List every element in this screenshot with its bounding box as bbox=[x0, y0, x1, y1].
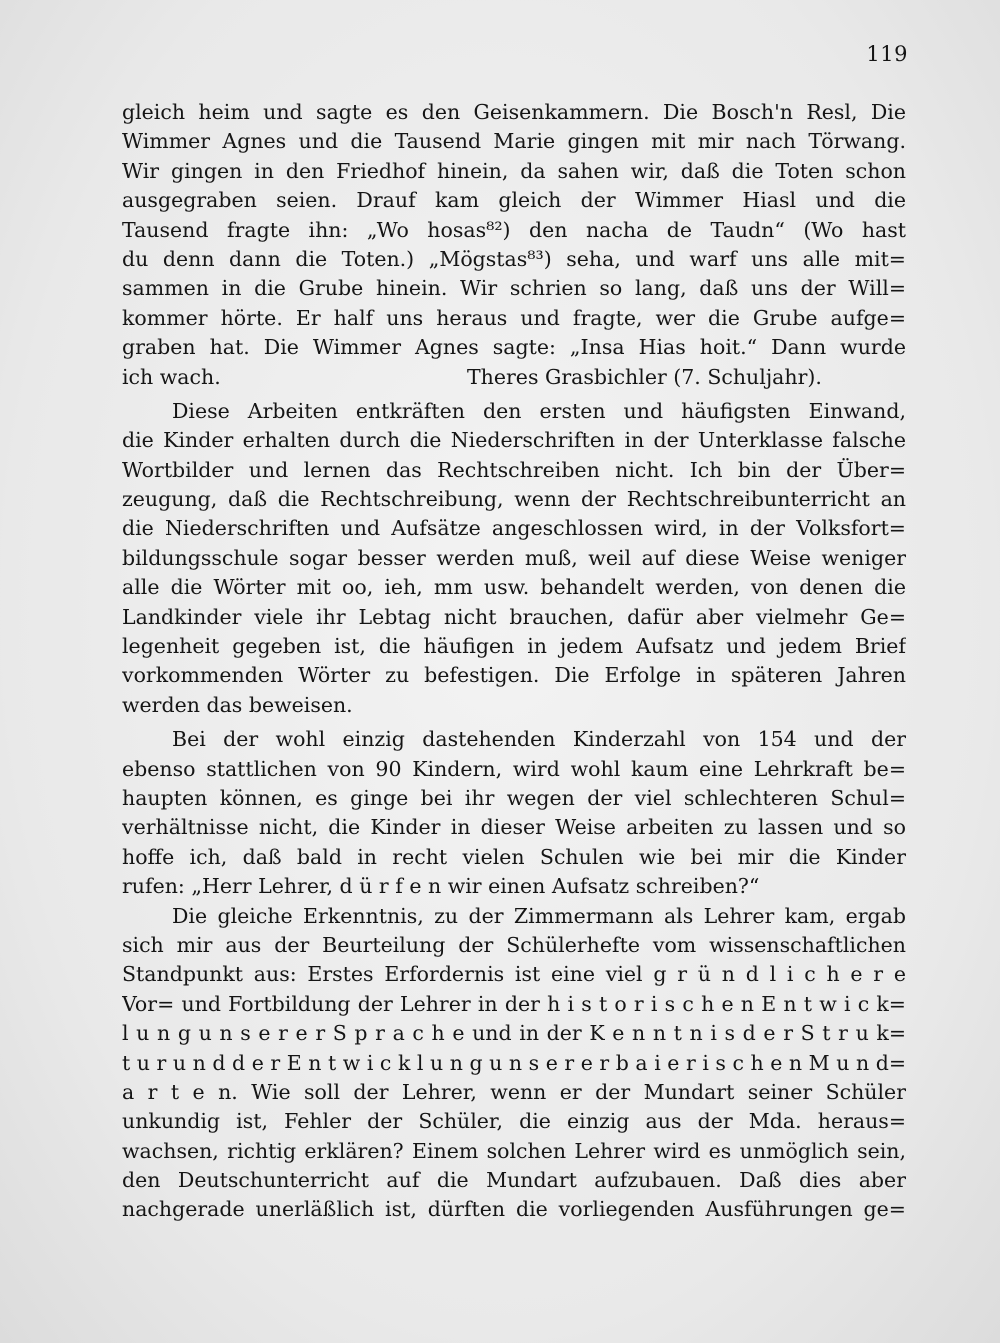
paragraph-dream-narrative bbox=[122, 98, 906, 392]
text-line-end: werden das beweisen. bbox=[122, 692, 353, 717]
text-line: zeugung, daß die Rechtschreibung, wenn der Rechtschreibunterricht an bbox=[122, 487, 906, 512]
text-line: Vor= und Fortbildung der Lehrer in der h i s t o r i s c h e n E n t w i c k= bbox=[122, 991, 906, 1016]
text-line-with-signature bbox=[122, 363, 906, 392]
text-line: die Kinder erhalten durch die Niederschriften in der Unterklasse falsche bbox=[122, 428, 906, 453]
text-line: Wir gingen in den Friedhof hinein, da sahen wir, daß die Toten schon bbox=[122, 158, 906, 183]
text-line: Tausend fragte ihn: „Wo hosas⁸²) den nacha de Taudn“ (Wo hast bbox=[122, 217, 906, 242]
paragraph-objection bbox=[122, 397, 906, 720]
text-line: die Niederschriften und Aufsätze angeschlossen wird, in der Volksfort= bbox=[122, 516, 906, 541]
text-line: Wortbilder und lernen das Rechtschreiben nicht. Ich bin der Über= bbox=[122, 457, 906, 482]
text-line: sich mir aus der Beurteilung der Schülerhefte vom wissenschaftlichen bbox=[122, 932, 906, 957]
text-line: du denn dann die Toten.) „Mögstas⁸³) seha, und warf uns alle mit= bbox=[122, 246, 906, 271]
text-line: vorkommenden Wörter zu befestigen. Die Erfolge in späteren Jahren bbox=[122, 663, 906, 688]
text-line: graben hat. Die Wimmer Agnes sagte: „Insa Hias hoit.“ Dann wurde bbox=[122, 335, 906, 360]
paragraph-class-size bbox=[122, 725, 906, 901]
text-line: alle die Wörter mit oo, ieh, mm usw. behandelt werden, von denen die bbox=[122, 575, 906, 600]
text-line: Landkinder viele ihr Lebtag nicht brauchen, dafür aber vielmehr Ge= bbox=[122, 604, 906, 629]
text-line: hoffe ich, daß bald in recht vielen Schulen wie bei mir die Kinder bbox=[122, 844, 906, 869]
text-line: gleich heim und sagte es den Geisenkammern. Die Bosch'n Resl, Die bbox=[122, 100, 906, 124]
text-line: legenheit gegeben ist, die häufigen in jedem Aufsatz und jedem Brief bbox=[122, 634, 906, 659]
text-line: wachsen, richtig erklären? Einem solchen Lehrer wird es unmöglich sein, bbox=[122, 1138, 906, 1163]
body-text bbox=[122, 98, 906, 1225]
text-line-end: ich wach. bbox=[122, 364, 221, 389]
text-line: kommer hörte. Er half uns heraus und fragte, wer die Grube aufge= bbox=[122, 305, 906, 330]
text-line: l u n g u n s e r e r S p r a c h e und in der K e n n t n i s d e r S t r u k= bbox=[122, 1021, 906, 1046]
author-signature: Theres Grasbichler (7. Schuljahr). bbox=[467, 364, 822, 389]
paragraph-teacher-training bbox=[122, 902, 906, 1225]
text-line: haupten können, es ginge bei ihr wegen der viel schlechteren Schul= bbox=[122, 785, 906, 810]
text-line: t u r u n d d e r E n t w i c k l u n g u n s e r e r b a i e r i s c h e n M u n d= bbox=[122, 1050, 906, 1075]
text-line: Standpunkt aus: Erstes Erfordernis ist eine viel g r ü n d l i c h e r e bbox=[122, 962, 906, 987]
text-line: den Deutschunterricht auf die Mundart aufzubauen. Daß dies aber bbox=[122, 1168, 906, 1193]
text-line: unkundig ist, Fehler der Schüler, die einzig aus der Mda. heraus= bbox=[122, 1109, 906, 1134]
text-line: verhältnisse nicht, die Kinder in dieser Weise arbeiten zu lassen und so bbox=[122, 815, 906, 840]
text-line-indented: Diese Arbeiten entkräften den ersten und häufigsten Einwand, bbox=[172, 398, 906, 423]
text-line: sammen in die Grube hinein. Wir schrien so lang, daß uns der Will= bbox=[122, 276, 906, 301]
text-line-end: rufen: „Herr Lehrer, d ü r f e n wir einen Aufsatz schreiben?“ bbox=[122, 874, 760, 899]
text-line: a r t e n. Wie soll der Lehrer, wenn er der Mundart seiner Schüler bbox=[122, 1079, 906, 1104]
text-line-indented: Bei der wohl einzig dastehenden Kinderzahl von 154 und der bbox=[172, 727, 906, 752]
page-number: 119 bbox=[866, 42, 908, 66]
text-line: nachgerade unerläßlich ist, dürften die vorliegenden Ausführungen ge= bbox=[122, 1197, 906, 1222]
text-line-indented: Die gleiche Erkenntnis, zu der Zimmermann als Lehrer kam, ergab bbox=[172, 903, 906, 928]
text-line: ebenso stattlichen von 90 Kindern, wird wohl kaum eine Lehrkraft be= bbox=[122, 756, 906, 781]
text-line: Wimmer Agnes und die Tausend Marie gingen mit mir nach Törwang. bbox=[122, 129, 906, 154]
text-line: bildungsschule sogar besser werden muß, weil auf diese Weise weniger bbox=[122, 545, 906, 570]
text-line: ausgegraben seien. Drauf kam gleich der Wimmer Hiasl und die bbox=[122, 188, 906, 213]
